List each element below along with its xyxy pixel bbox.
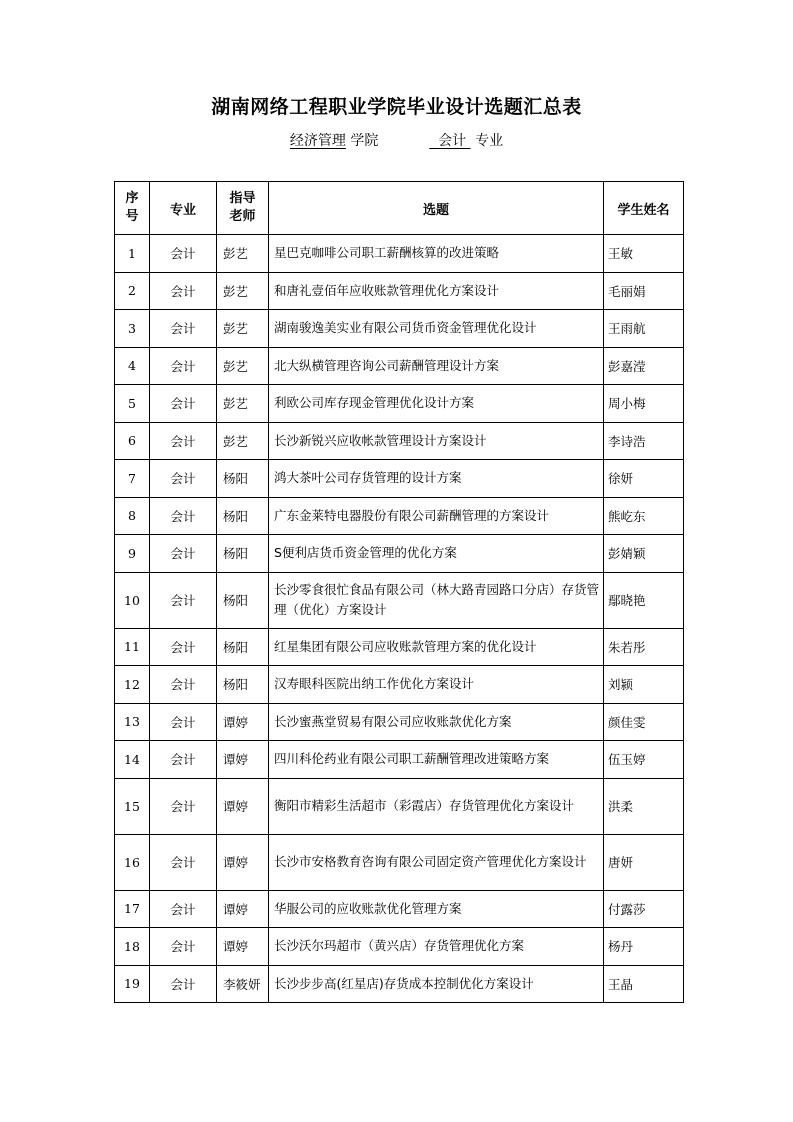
cell-major: 会计	[150, 890, 217, 928]
table-row	[115, 310, 684, 348]
header-major: 专业	[150, 182, 217, 235]
cell-major: 会计	[150, 347, 217, 385]
cell-serial-number: 3	[115, 310, 150, 348]
cell-advisor: 杨阳	[217, 460, 269, 498]
cell-serial-number: 11	[115, 628, 150, 666]
cell-topic: 和唐礼壹佰年应收账款管理优化方案设计	[269, 272, 604, 310]
cell-major: 会计	[150, 535, 217, 573]
cell-student-name: 唐妍	[604, 834, 684, 890]
cell-major: 会计	[150, 666, 217, 704]
cell-topic: 长沙蜜燕堂贸易有限公司应收账款优化方案	[269, 703, 604, 741]
cell-advisor: 彭艺	[217, 347, 269, 385]
cell-student-name: 周小梅	[604, 385, 684, 423]
cell-serial-number: 19	[115, 965, 150, 1003]
cell-student-name: 颜佳雯	[604, 703, 684, 741]
cell-student-name: 彭婧颖	[604, 535, 684, 573]
cell-advisor: 谭婷	[217, 703, 269, 741]
major-suffix: 专业	[475, 133, 504, 149]
cell-serial-number: 8	[115, 497, 150, 535]
cell-topic: 鸿大茶叶公司存货管理的设计方案	[269, 460, 604, 498]
college-suffix: 学院	[350, 133, 379, 149]
cell-advisor: 谭婷	[217, 778, 269, 834]
table-row	[115, 497, 684, 535]
cell-advisor: 杨阳	[217, 497, 269, 535]
table-row	[115, 778, 684, 834]
cell-major: 会计	[150, 703, 217, 741]
table-header-row	[115, 182, 684, 235]
cell-serial-number: 13	[115, 703, 150, 741]
table-row	[115, 628, 684, 666]
table-row	[115, 928, 684, 966]
cell-topic: 长沙新锐兴应收帐款管理设计方案设计	[269, 422, 604, 460]
cell-advisor: 谭婷	[217, 928, 269, 966]
cell-student-name: 王雨航	[604, 310, 684, 348]
cell-serial-number: 4	[115, 347, 150, 385]
cell-topic: 长沙零食很忙食品有限公司（林大路青园路口分店）存货管理（优化）方案设计	[269, 572, 604, 628]
cell-major: 会计	[150, 235, 217, 273]
table-row	[115, 235, 684, 273]
table-row	[115, 385, 684, 423]
cell-student-name: 王晶	[604, 965, 684, 1003]
cell-topic: 广东金莱特电器股份有限公司薪酬管理的方案设计	[269, 497, 604, 535]
cell-major: 会计	[150, 834, 217, 890]
cell-serial-number: 12	[115, 666, 150, 704]
table-row	[115, 535, 684, 573]
header-serial-number: 序 号	[115, 182, 150, 235]
cell-topic: 湖南骏逸美实业有限公司货币资金管理优化设计	[269, 310, 604, 348]
table-row	[115, 834, 684, 890]
cell-major: 会计	[150, 310, 217, 348]
cell-student-name: 付露莎	[604, 890, 684, 928]
cell-topic: 长沙市安格教育咨询有限公司固定资产管理优化方案设计	[269, 834, 604, 890]
cell-student-name: 洪柔	[604, 778, 684, 834]
cell-serial-number: 2	[115, 272, 150, 310]
cell-topic: 长沙步步高(红星店)存货成本控制优化方案设计	[269, 965, 604, 1003]
cell-major: 会计	[150, 497, 217, 535]
cell-student-name: 毛丽娟	[604, 272, 684, 310]
cell-serial-number: 1	[115, 235, 150, 273]
cell-major: 会计	[150, 572, 217, 628]
cell-serial-number: 7	[115, 460, 150, 498]
header-student-name: 学生姓名	[604, 182, 684, 235]
cell-topic: 北大纵横管理咨询公司薪酬管理设计方案	[269, 347, 604, 385]
cell-major: 会计	[150, 385, 217, 423]
cell-advisor: 彭艺	[217, 385, 269, 423]
cell-advisor: 李筱妍	[217, 965, 269, 1003]
cell-major: 会计	[150, 778, 217, 834]
cell-student-name: 刘颍	[604, 666, 684, 704]
cell-major: 会计	[150, 272, 217, 310]
cell-serial-number: 14	[115, 741, 150, 779]
college-name: 经济管理	[289, 133, 346, 149]
cell-major: 会计	[150, 741, 217, 779]
cell-topic: S便利店货币资金管理的优化方案	[269, 535, 604, 573]
table-row	[115, 965, 684, 1003]
table-row	[115, 460, 684, 498]
cell-topic: 长沙沃尔玛超市（黄兴店）存货管理优化方案	[269, 928, 604, 966]
cell-advisor: 杨阳	[217, 535, 269, 573]
cell-advisor: 彭艺	[217, 422, 269, 460]
cell-topic: 四川科伦药业有限公司职工薪酬管理改进策略方案	[269, 741, 604, 779]
table-row	[115, 572, 684, 628]
table-row	[115, 347, 684, 385]
topic-summary-table	[114, 181, 684, 1003]
cell-advisor: 谭婷	[217, 741, 269, 779]
header-topic: 选题	[269, 182, 604, 235]
cell-major: 会计	[150, 965, 217, 1003]
cell-serial-number: 18	[115, 928, 150, 966]
cell-serial-number: 15	[115, 778, 150, 834]
cell-major: 会计	[150, 628, 217, 666]
cell-serial-number: 17	[115, 890, 150, 928]
cell-student-name: 杨丹	[604, 928, 684, 966]
cell-student-name: 熊屹东	[604, 497, 684, 535]
cell-major: 会计	[150, 422, 217, 460]
cell-topic: 衡阳市精彩生活超市（彩霞店）存货管理优化方案设计	[269, 778, 604, 834]
cell-serial-number: 5	[115, 385, 150, 423]
table-row	[115, 890, 684, 928]
document-subtitle	[0, 130, 793, 150]
cell-serial-number: 10	[115, 572, 150, 628]
cell-serial-number: 9	[115, 535, 150, 573]
cell-advisor: 彭艺	[217, 310, 269, 348]
cell-student-name: 彭嘉滢	[604, 347, 684, 385]
cell-advisor: 谭婷	[217, 834, 269, 890]
cell-advisor: 彭艺	[217, 235, 269, 273]
cell-serial-number: 6	[115, 422, 150, 460]
cell-topic: 汉寿眼科医院出纳工作优化方案设计	[269, 666, 604, 704]
cell-advisor: 彭艺	[217, 272, 269, 310]
table-row	[115, 422, 684, 460]
cell-student-name: 王敏	[604, 235, 684, 273]
cell-serial-number: 16	[115, 834, 150, 890]
cell-major: 会计	[150, 460, 217, 498]
major-name: 会计	[438, 133, 467, 149]
cell-student-name: 伍玉婷	[604, 741, 684, 779]
cell-student-name: 李诗浩	[604, 422, 684, 460]
cell-advisor: 谭婷	[217, 890, 269, 928]
cell-advisor: 杨阳	[217, 666, 269, 704]
document-title: 湖南网络工程职业学院毕业设计选题汇总表	[211, 96, 582, 118]
cell-student-name: 徐妍	[604, 460, 684, 498]
cell-student-name: 鄢晓艳	[604, 572, 684, 628]
cell-topic: 利欧公司库存现金管理优化设计方案	[269, 385, 604, 423]
cell-topic: 红星集团有限公司应收账款管理方案的优化设计	[269, 628, 604, 666]
table-row	[115, 666, 684, 704]
cell-advisor: 杨阳	[217, 572, 269, 628]
table-row	[115, 741, 684, 779]
cell-major: 会计	[150, 928, 217, 966]
table-row	[115, 703, 684, 741]
cell-student-name: 朱若彤	[604, 628, 684, 666]
header-advisor: 指导 老师	[217, 182, 269, 235]
table-row	[115, 272, 684, 310]
cell-topic: 华服公司的应收账款优化管理方案	[269, 890, 604, 928]
cell-advisor: 杨阳	[217, 628, 269, 666]
cell-topic: 星巴克咖啡公司职工薪酬核算的改进策略	[269, 235, 604, 273]
